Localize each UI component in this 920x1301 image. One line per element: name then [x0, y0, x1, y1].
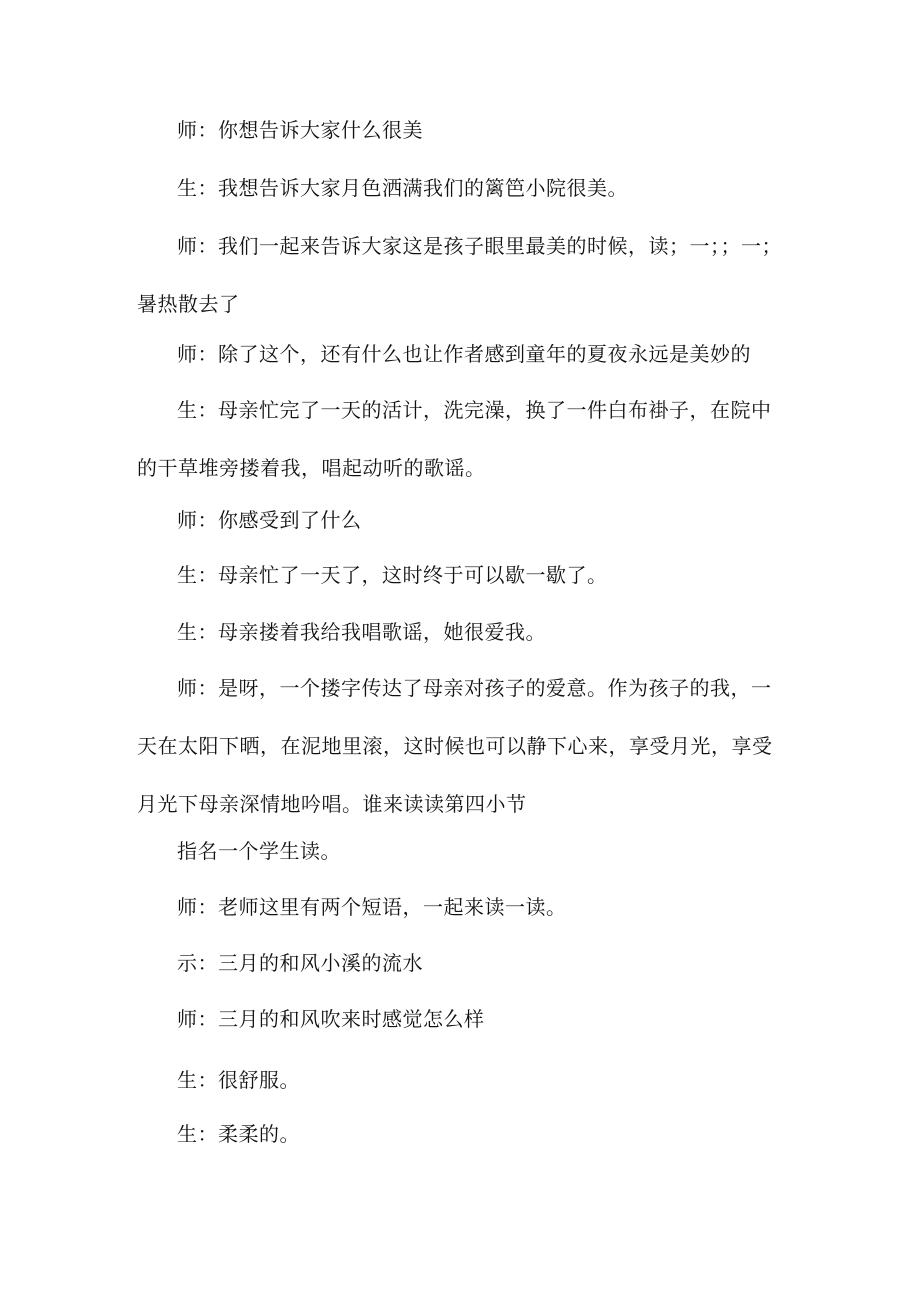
- paragraph: 师：老师这里有两个短语，一起来读一读。: [177, 895, 567, 919]
- paragraph: 指名一个学生读。: [177, 839, 341, 863]
- paragraph: 生：母亲搂着我给我唱歌谣，她很爱我。: [177, 620, 546, 644]
- paragraph: 师：你感受到了什么: [177, 508, 362, 532]
- paragraph: 师：除了这个，还有什么也让作者感到童年的夏夜永远是美妙的: [177, 342, 751, 366]
- paragraph: 师：你想告诉大家什么很美: [177, 118, 423, 142]
- paragraph: 生：母亲忙了一天了，这时终于可以歇一歇了。: [177, 563, 608, 587]
- paragraph: 生：柔柔的。: [177, 1122, 300, 1146]
- paragraph: 师：是呀，一个搂字传达了母亲对孩子的爱意。作为孩子的我，一天在太阳下晒，在泥地里滚，这时候也可以静下心来，享受月光，享受月光下母亲深情地吟唱。谁来读读第四小节: [137, 676, 773, 816]
- paragraph: 生：很舒服。: [177, 1068, 300, 1092]
- paragraph: 师：三月的和风吹来时感觉怎么样: [177, 1007, 485, 1031]
- paragraph: 示：三月的和风小溪的流水: [177, 951, 423, 975]
- paragraph: 师：我们一起来告诉大家这是孩子眼里最美的时候，读；一；；一；暑热散去了: [137, 234, 782, 316]
- paragraph: 生：我想告诉大家月色洒满我们的篱笆小院很美。: [177, 176, 628, 200]
- paragraph: 生：母亲忙完了一天的活计，洗完澡，换了一件白布褂子，在院中的干草堆旁搂着我，唱起动听的歌谣。: [137, 398, 772, 480]
